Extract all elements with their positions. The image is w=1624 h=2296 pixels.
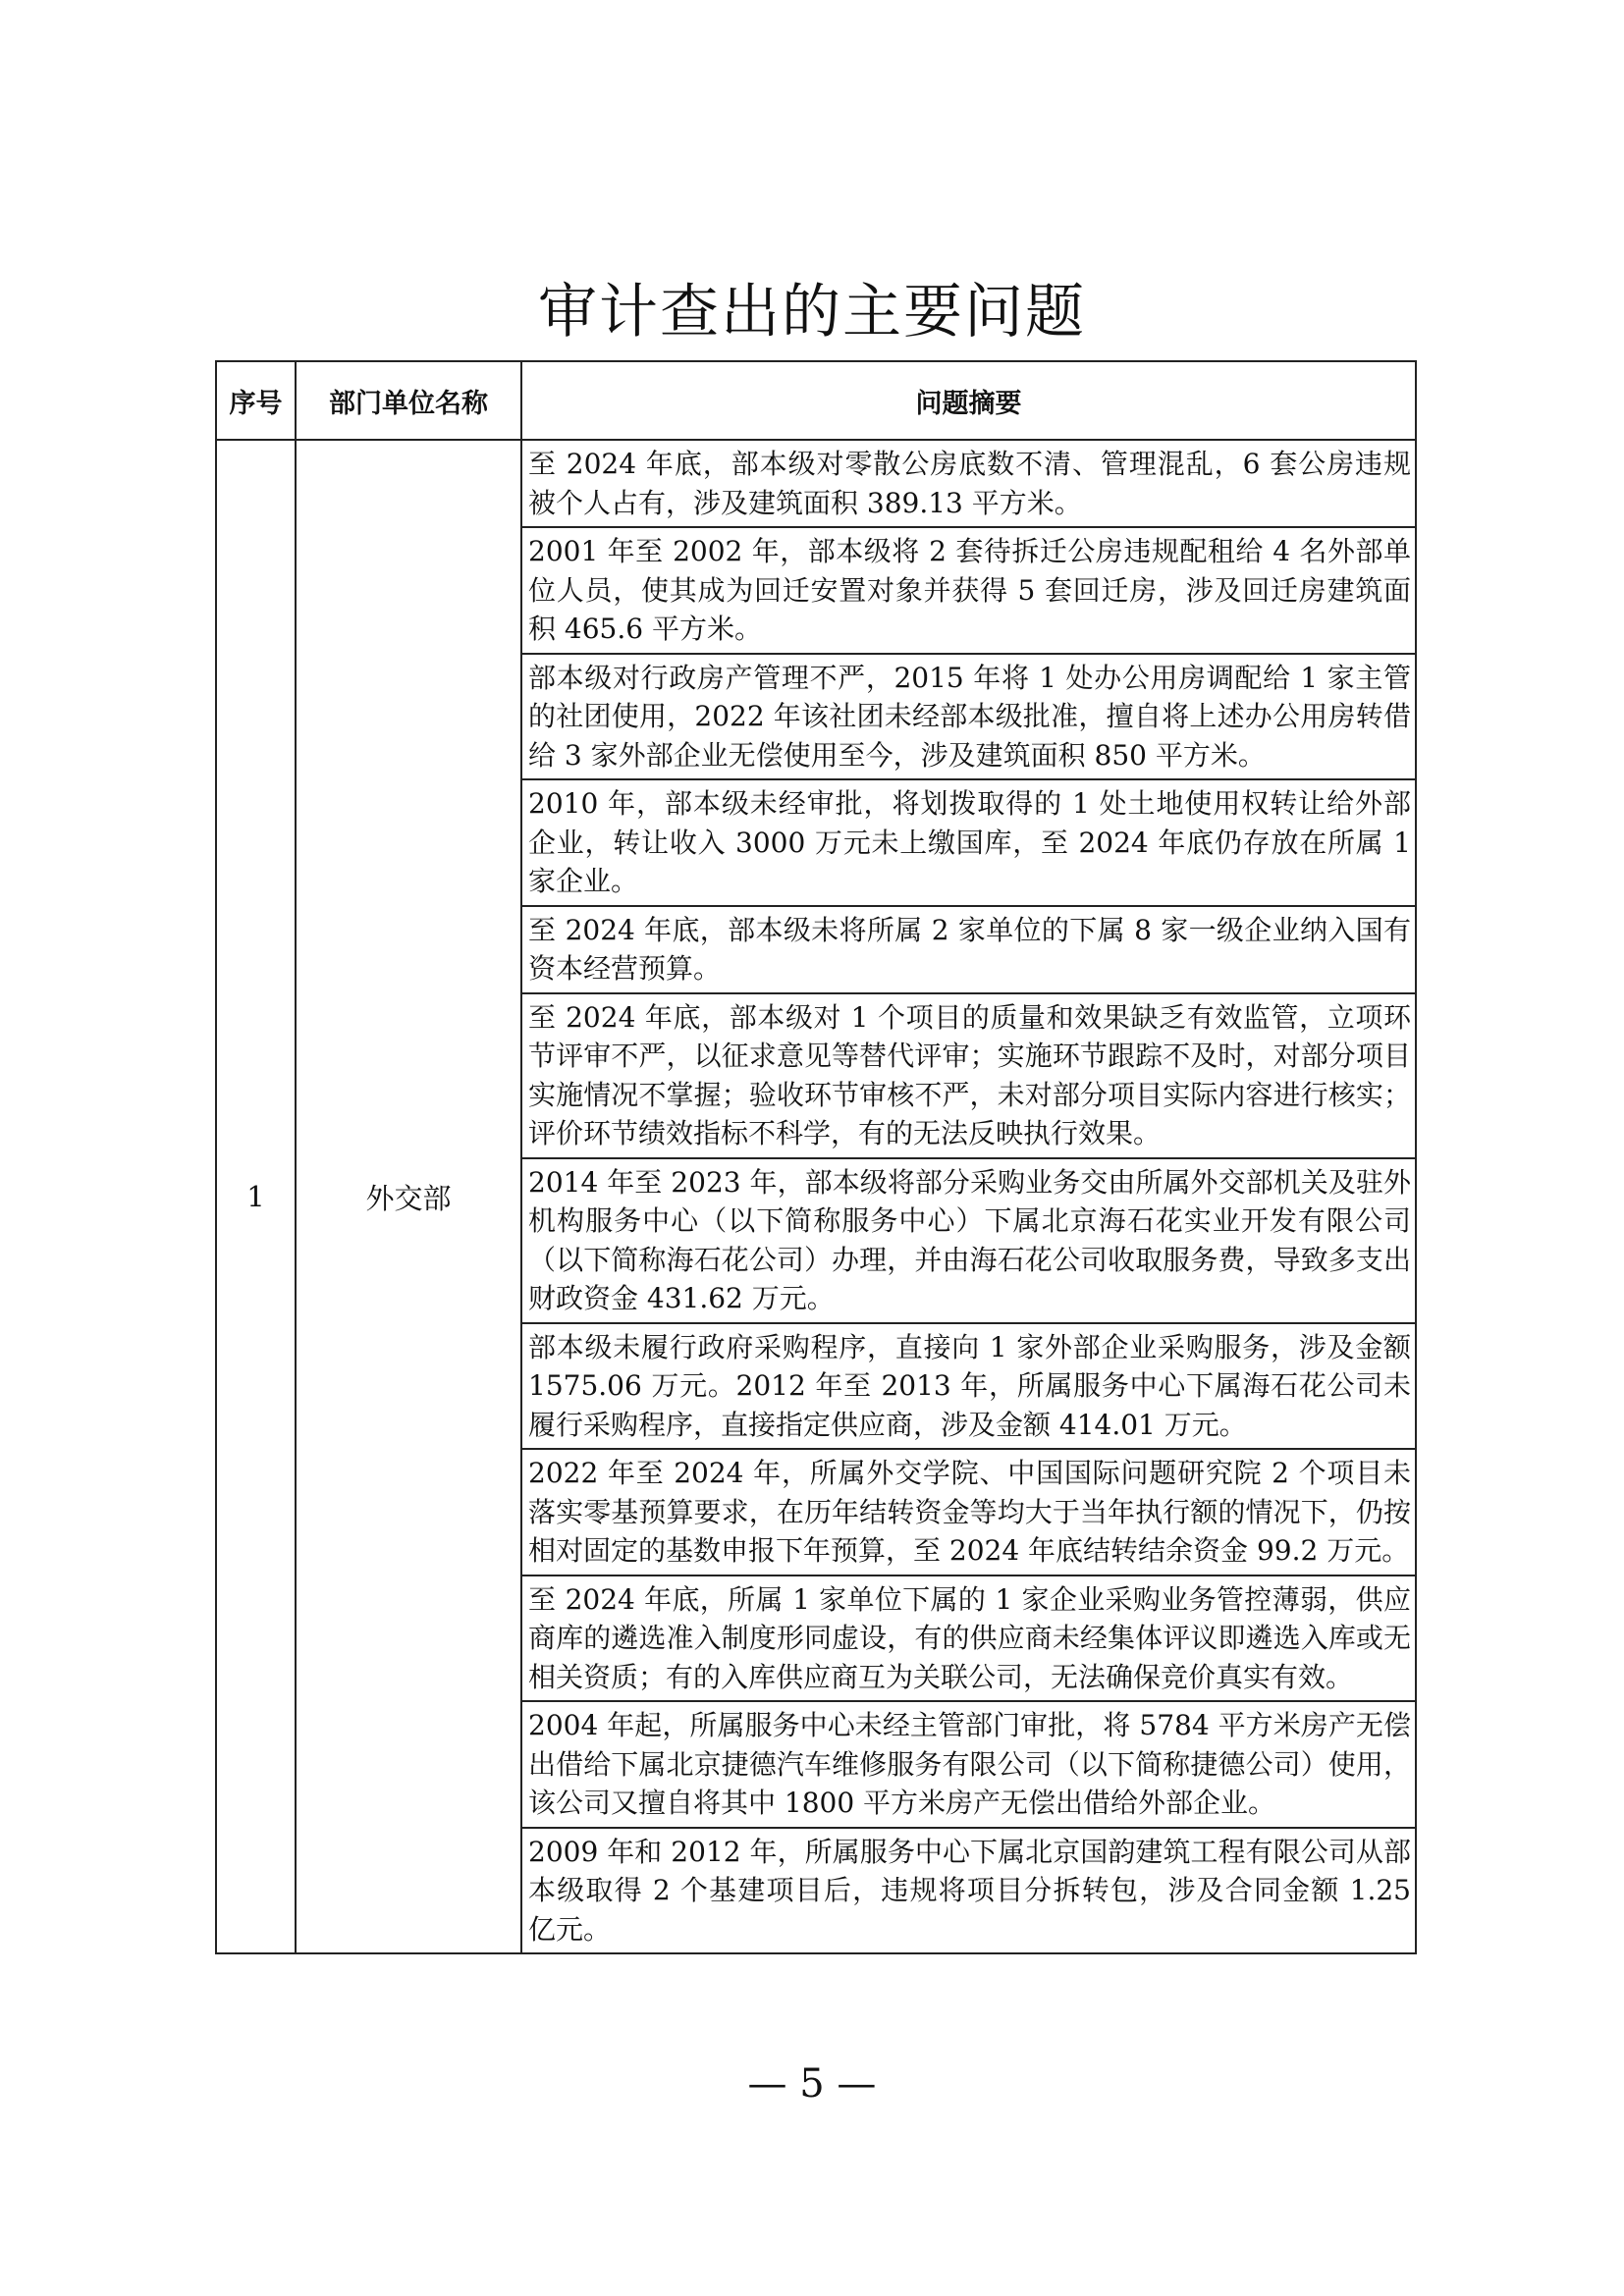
page-number: — 5 — [747,2061,877,2107]
issue-summary: 2022 年至 2024 年，所属外交学院、中国国际问题研究院 2 个项目未落实零基预算要求，在历年结转资金等均大于当年执行额的情况下，仍按相对固定的基数申报下年预算，至 2024 年底结转结余资金 99.2 万元。 [521,1449,1416,1575]
issue-summary: 至 2024 年底，部本级对零散公房底数不清、管理混乱，6 套公房违规被个人占有，涉及建筑面积 389.13 平方米。 [521,440,1416,527]
header-summary: 问题摘要 [521,361,1416,440]
issue-summary: 至 2024 年底，部本级未将所属 2 家单位的下属 8 家一级企业纳入国有资本经营预算。 [521,906,1416,993]
department-cell: 外交部 [296,440,521,1953]
issue-summary: 部本级对行政房产管理不严，2015 年将 1 处办公用房调配给 1 家主管的社团使用，2022 年该社团未经部本级批准，擅自将上述办公用房转借给 3 家外部企业无偿使用至今，涉及建筑面积 850 平方米。 [521,654,1416,780]
header-seq: 序号 [216,361,296,440]
table-row [216,440,1416,527]
seq-cell: 1 [216,440,296,1953]
issues-table [215,360,1417,1954]
issue-summary: 2004 年起，所属服务中心未经主管部门审批，将 5784 平方米房产无偿出借给下属北京捷德汽车维修服务有限公司（以下简称捷德公司）使用，该公司又擅自将其中 1800 平方米房产无偿出借给外部企业。 [521,1701,1416,1828]
issue-summary: 2009 年和 2012 年，所属服务中心下属北京国韵建筑工程有限公司从部本级取得 2 个基建项目后，违规将项目分拆转包，涉及合同金额 1.25 亿元。 [521,1828,1416,1954]
issue-summary: 2010 年，部本级未经审批，将划拨取得的 1 处土地使用权转让给外部企业，转让收入 3000 万元未上缴国库，至 2024 年底仍存放在所属 1 家企业。 [521,779,1416,906]
table-header-row [216,361,1416,440]
header-department: 部门单位名称 [296,361,521,440]
page-title: 审计查出的主要问题 [538,278,1086,347]
issue-summary: 2014 年至 2023 年，部本级将部分采购业务交由所属外交部机关及驻外机构服务中心（以下简称服务中心）下属北京海石花实业开发有限公司（以下简称海石花公司）办理，并由海石花公司收取服务费，导致多支出财政资金 431.62 万元。 [521,1158,1416,1323]
issue-summary: 2001 年至 2002 年，部本级将 2 套待拆迁公房违规配租给 4 名外部单位人员，使其成为回迁安置对象并获得 5 套回迁房，涉及回迁房建筑面积 465.6 平方米。 [521,527,1416,654]
issue-summary: 至 2024 年底，部本级对 1 个项目的质量和效果缺乏有效监管，立项环节评审不严，以征求意见等替代评审；实施环节跟踪不及时，对部分项目实施情况不掌握；验收环节审核不严，未对部分项目实际内容进行核实；评价环节绩效指标不科学，有的无法反映执行效果。 [521,993,1416,1158]
issue-summary: 至 2024 年底，所属 1 家单位下属的 1 家企业采购业务管控薄弱，供应商库的遴选准入制度形同虚设，有的供应商未经集体评议即遴选入库或无相关资质；有的入库供应商互为关联公司，无法确保竞价真实有效。 [521,1575,1416,1702]
issue-summary: 部本级未履行政府采购程序，直接向 1 家外部企业采购服务，涉及金额 1575.06 万元。2012 年至 2013 年，所属服务中心下属海石花公司未履行采购程序，直接指定供应商，涉及金额 414.01 万元。 [521,1323,1416,1450]
